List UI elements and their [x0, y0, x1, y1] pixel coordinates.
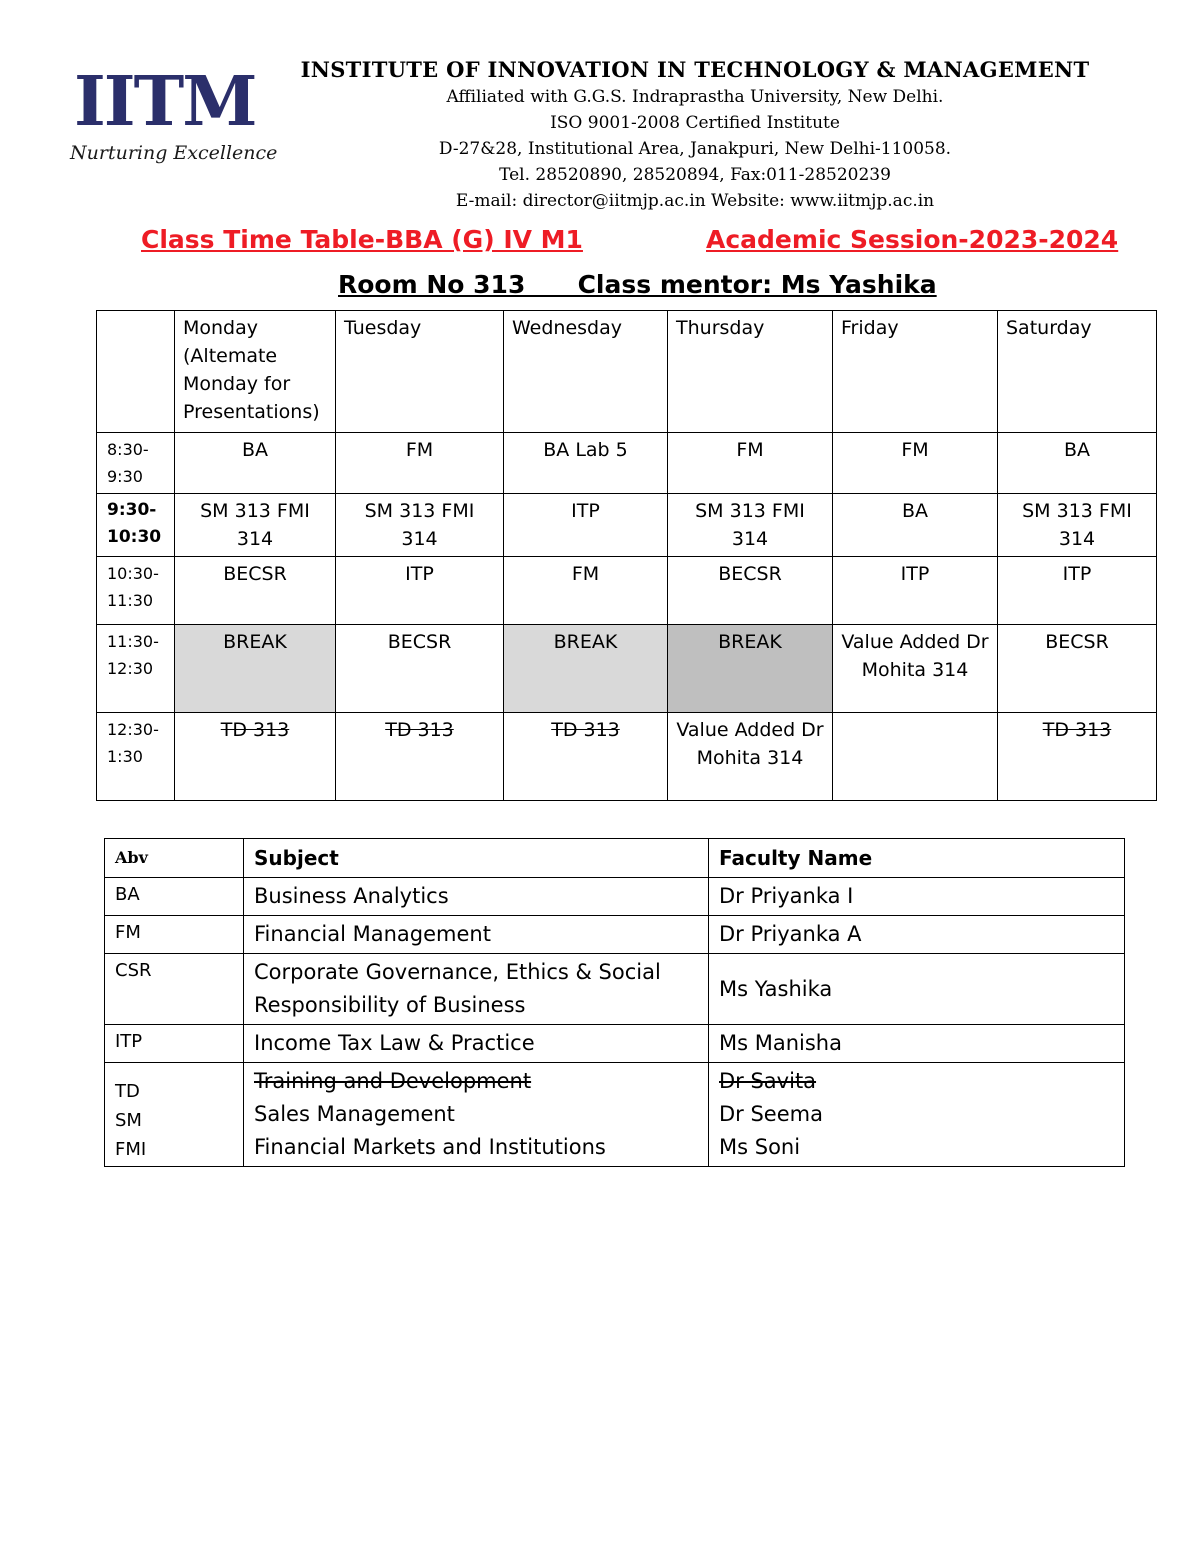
phone-line: Tel. 28520890, 28520894, Fax:011-28520239 — [499, 165, 891, 185]
class-cell: BA Lab 5 — [504, 433, 668, 494]
institute-logo — [68, 56, 278, 174]
class-cell: ITP — [336, 557, 504, 625]
class-cell: BA — [998, 433, 1157, 494]
break-cell: BREAK — [668, 625, 833, 713]
legend-abv: SM — [115, 1110, 142, 1131]
time-slot: 12:30-1:30 — [97, 713, 175, 801]
class-cell: BECSR — [668, 557, 833, 625]
class-cell: FM — [504, 557, 668, 625]
legend-row — [105, 1025, 1125, 1063]
time-slot: 10:30-11:30 — [97, 557, 175, 625]
cancelled-class-cell: TD 313 — [998, 713, 1157, 801]
class-cell: Value Added Dr Mohita 314 — [668, 713, 833, 801]
legend-faculty: Dr Priyanka I — [709, 878, 1125, 916]
legend-row — [105, 878, 1125, 916]
class-cell: SM 313 FMI 314 — [336, 494, 504, 557]
time-slot: 11:30-12:30 — [97, 625, 175, 713]
day-header: Friday — [833, 311, 998, 433]
legend-abv: FM — [105, 916, 244, 954]
legend-subject-cancelled: Training and Development — [254, 1069, 532, 1093]
class-cell: FM — [336, 433, 504, 494]
empty-cell — [833, 713, 998, 801]
cancelled-class-cell: TD 313 — [504, 713, 668, 801]
legend-abv: TD — [115, 1081, 140, 1102]
timetable-row — [97, 433, 1157, 494]
subject-legend-table — [104, 838, 1125, 1167]
break-cell: BREAK — [175, 625, 336, 713]
legend-header-row — [105, 839, 1125, 878]
legend-abv: BA — [105, 878, 244, 916]
class-timetable-title: Class Time Table-BBA (G) IV M1 — [141, 225, 583, 254]
corner-cell — [97, 311, 175, 433]
timetable-row — [97, 557, 1157, 625]
timetable-row — [97, 494, 1157, 557]
legend-abv: CSR — [105, 954, 244, 1025]
class-cell: BA — [833, 494, 998, 557]
day-header: Saturday — [998, 311, 1157, 433]
timetable-row — [97, 625, 1157, 713]
legend-subject: Income Tax Law & Practice — [244, 1025, 709, 1063]
break-cell: BREAK — [504, 625, 668, 713]
legend-subject: Financial Markets and Institutions — [254, 1135, 606, 1159]
class-cell: ITP — [998, 557, 1157, 625]
email-web-line: E-mail: director@iitmjp.ac.in Website: www.iitmjp.ac.in — [455, 191, 935, 211]
legend-header-subject: Subject — [244, 839, 709, 878]
legend-abv: ITP — [105, 1025, 244, 1063]
time-slot: 9:30-10:30 — [97, 494, 175, 557]
legend-subject: Corporate Governance, Ethics & Social Responsibility of Business — [244, 954, 709, 1025]
timetable-header-row — [97, 311, 1157, 433]
time-slot: 8:30-9:30 — [97, 433, 175, 494]
class-cell: BA — [175, 433, 336, 494]
class-cell: BECSR — [998, 625, 1157, 713]
address-line: D-27&28, Institutional Area, Janakpuri, New Delhi-110058. — [438, 139, 952, 159]
legend-subject-group — [244, 1063, 709, 1167]
legend-header-faculty: Faculty Name — [709, 839, 1125, 878]
legend-row-group — [105, 1063, 1125, 1167]
legend-subject: Sales Management — [254, 1102, 455, 1126]
class-cell: ITP — [833, 557, 998, 625]
day-header: Tuesday — [336, 311, 504, 433]
certification-line: ISO 9001-2008 Certified Institute — [550, 113, 840, 133]
day-header: Thursday — [668, 311, 833, 433]
legend-row — [105, 954, 1125, 1025]
cancelled-class-cell: TD 313 — [336, 713, 504, 801]
logo-wordmark: IITM — [74, 62, 256, 142]
affiliation-line: Affiliated with G.G.S. Indraprastha University, New Delhi. — [446, 87, 944, 107]
cancelled-class-cell: TD 313 — [175, 713, 336, 801]
legend-faculty-group — [709, 1063, 1125, 1167]
day-header: Monday (Altemate Monday for Presentations) — [175, 311, 336, 433]
logo-tagline: Nurturing Excellence — [70, 142, 278, 164]
legend-abv: FMI — [115, 1139, 147, 1160]
legend-subject: Financial Management — [244, 916, 709, 954]
legend-faculty: Dr Priyanka A — [709, 916, 1125, 954]
legend-row — [105, 916, 1125, 954]
timetable-row — [97, 713, 1157, 801]
legend-faculty: Dr Seema — [719, 1102, 823, 1126]
class-cell: BECSR — [175, 557, 336, 625]
day-header: Wednesday — [504, 311, 668, 433]
class-cell: Value Added Dr Mohita 314 — [833, 625, 998, 713]
class-cell: SM 313 FMI 314 — [668, 494, 833, 557]
class-cell: ITP — [504, 494, 668, 557]
legend-abv-group — [105, 1063, 244, 1167]
academic-session-title: Academic Session-2023-2024 — [706, 225, 1119, 254]
class-cell: BECSR — [336, 625, 504, 713]
class-cell: SM 313 FMI 314 — [998, 494, 1157, 557]
legend-faculty-cancelled: Dr Savita — [719, 1069, 817, 1093]
timetable — [96, 310, 1157, 801]
room-mentor-line: Room No 313 Class mentor: Ms Yashika — [338, 270, 937, 299]
legend-header-abv: Abv — [105, 839, 244, 878]
legend-faculty: Ms Soni — [719, 1135, 801, 1159]
legend-subject: Business Analytics — [244, 878, 709, 916]
institute-name: INSTITUTE OF INNOVATION IN TECHNOLOGY & MANAGEMENT — [300, 57, 1090, 82]
legend-faculty: Ms Manisha — [709, 1025, 1125, 1063]
class-cell: FM — [833, 433, 998, 494]
class-cell: FM — [668, 433, 833, 494]
legend-faculty: Ms Yashika — [709, 954, 1125, 1025]
class-cell: SM 313 FMI 314 — [175, 494, 336, 557]
institute-header — [300, 56, 1090, 214]
